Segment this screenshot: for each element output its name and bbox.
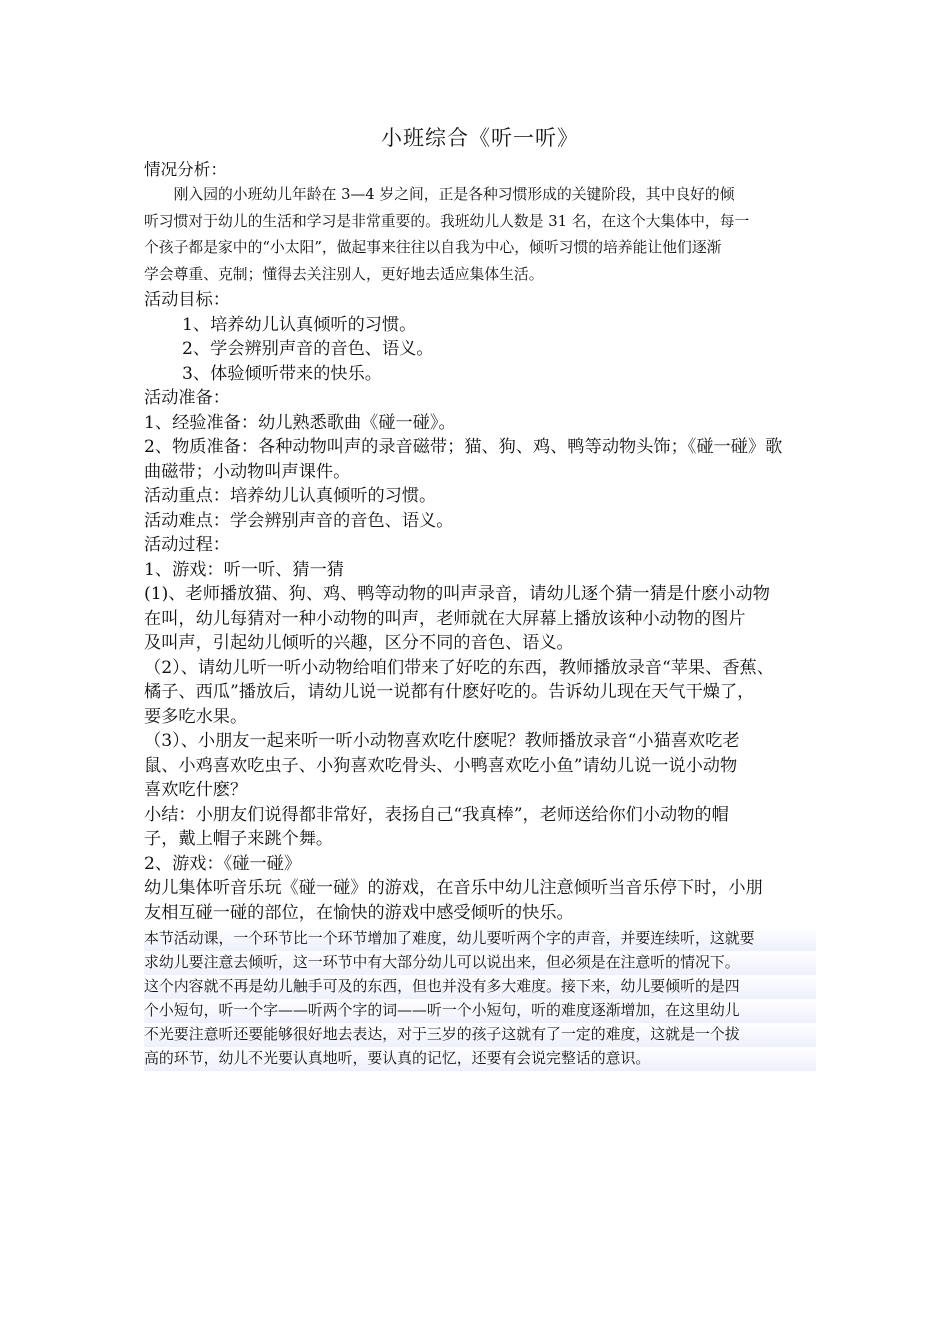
game2-title: 2、游戏：《碰一碰》 <box>144 853 302 874</box>
step1-line: (1)、老师播放猫、狗、鸡、鸭等动物的叫声录音，请幼儿逐个猜一猜是什麽小动物 <box>144 584 770 605</box>
step2-line: 要多吃水果。 <box>144 706 248 727</box>
step3-line: 喜欢吃什麽？ <box>144 780 248 801</box>
reflection-line: 本节活动课，一个环节比一个环节增加了难度，幼儿要听两个字的声音，并要连续听，这就要 <box>144 927 816 951</box>
preparation-materials: 2、物质准备：各种动物叫声的录音磁带；猫、狗、鸡、鸭等动物头饰；《碰一碰》歌 <box>144 437 783 458</box>
reflection-line: 高的环节，幼儿不光要认真地听，要认真的记忆，还要有会说完整话的意识。 <box>144 1047 816 1071</box>
step3-line: （3）、小朋友一起来听一听小动物喜欢吃什麽呢？教师播放录音“小猫喜欢吃老 <box>144 731 740 752</box>
reflection-line: 这个内容就不再是幼儿触手可及的东西，但也并没有多大难度。接下来，幼儿要倾听的是四 <box>144 975 816 999</box>
situation-heading: 情况分析： <box>144 160 227 179</box>
reflection-line: 个小短句，听一个字——听两个字的词——听一个小短句，听的难度逐渐增加，在这里幼儿 <box>144 999 816 1023</box>
preparation-materials: 曲磁带；小动物叫声课件。 <box>144 461 351 482</box>
conclusion-line: 小结：小朋友们说得都非常好，表扬自己“我真棒”，老师送给你们小动物的帽 <box>144 804 729 825</box>
conclusion-line: 子，戴上帽子来跳个舞。 <box>144 829 334 850</box>
game1-title: 1、游戏：听一听、猜一猜 <box>144 559 344 580</box>
reflection-line: 求幼儿要注意去倾听，这一环节中有大部分幼儿可以说出来，但必须是在注意听的情况下。 <box>144 951 816 975</box>
document-page <box>144 118 816 1071</box>
step2-line: （2）、请幼儿听一听小动物给咱们带来了好吃的东西，教师播放录音“苹果、香蕉、 <box>144 657 774 678</box>
step1-line: 及叫声，引起幼儿倾听的兴趣，区分不同的音色、语义。 <box>144 633 574 654</box>
goal-item: 1、培养幼儿认真倾听的习惯。 <box>182 314 417 335</box>
reflection-line: 不光要注意听还要能够很好地去表达，对于三岁的孩子这就有了一定的难度，这就是一个拔 <box>144 1023 816 1047</box>
activity-focus: 活动重点：培养幼儿认真倾听的习惯。 <box>144 486 437 507</box>
preparation-heading: 活动准备： <box>144 388 230 409</box>
situation-paragraph <box>144 182 816 288</box>
game2-line: 幼儿集体听音乐玩《碰一碰》的游戏，在音乐中幼儿注意倾听当音乐停下时，小朋 <box>144 878 763 899</box>
step3-line: 鼠、小鸡喜欢吃虫子、小狗喜欢吃骨头、小鸭喜欢吃小鱼”请幼儿说一说小动物 <box>144 755 738 776</box>
activity-difficulty: 活动难点：学会辨别声音的音色、语义。 <box>144 510 454 531</box>
step2-line: 橘子、西瓜”播放后，请幼儿说一说都有什麽好吃的。告诉幼儿现在天气干燥了， <box>144 682 755 703</box>
goals-heading: 活动目标： <box>144 290 230 311</box>
situation-line: 学会尊重、克制；懂得去关注别人，更好地去适应集体生活。 <box>144 265 544 283</box>
process-heading: 活动过程： <box>144 535 230 556</box>
reflection-paragraph <box>144 927 816 1070</box>
step1-line: 在叫，幼儿每猜对一种小动物的叫声，老师就在大屏幕上播放该种小动物的图片 <box>144 608 746 629</box>
goal-item: 2、学会辨别声音的音色、语义。 <box>182 339 434 360</box>
goal-item: 3、体验倾听带来的快乐。 <box>182 363 382 384</box>
situation-line: 刚入园的小班幼儿年龄在 3—4 岁之间，正是各种习惯形成的关键阶段，其中良好的倾 <box>144 186 735 204</box>
situation-line: 听习惯对于幼儿的生活和学习是非常重要的。我班幼儿人数是 31 名，在这个大集体中，每一 <box>144 212 750 230</box>
preparation-experience: 1、经验准备：幼儿熟悉歌曲《碰一碰》。 <box>144 412 456 433</box>
document-title: 小班综合《听一听》 <box>381 126 579 150</box>
situation-line: 个孩子都是家中的“小太阳”，做起事来往往以自我为中心，倾听习惯的培养能让他们逐渐 <box>144 239 722 257</box>
game2-line: 友相互碰一碰的部位，在愉快的游戏中感受倾听的快乐。 <box>144 902 574 923</box>
